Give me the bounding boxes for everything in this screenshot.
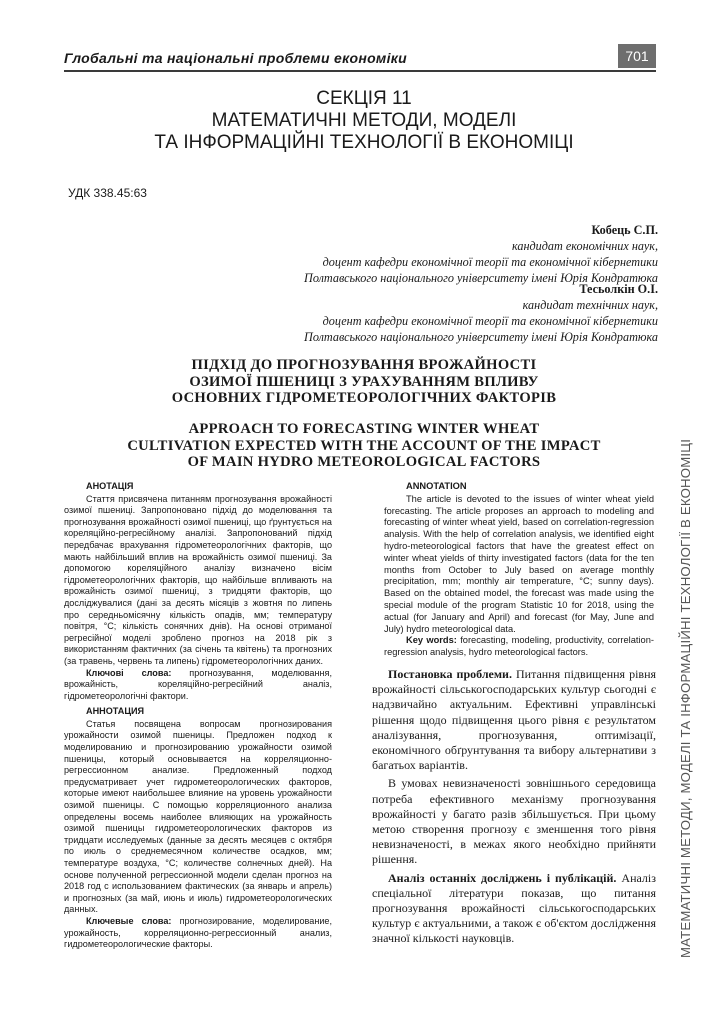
keywords-uk-label: Ключові слова: (86, 667, 172, 678)
keywords-ru-label: Ключевые слова: (86, 915, 172, 926)
keywords-en-text: forecasting, modeling, productivity, correlation-regression analysis, hydro meteorological factors. (384, 635, 654, 658)
author-affiliation: Полтавського національного університету імені Юрія Кондратюка (304, 330, 658, 344)
section-title-line-1: СЕКЦІЯ 11 (316, 88, 412, 109)
running-header (64, 44, 656, 72)
author-block-2 (304, 281, 658, 345)
author-name: Тесьолкін О.І. (579, 282, 658, 296)
keywords-en (384, 635, 654, 659)
article-title-en (90, 421, 638, 471)
problem-statement-heading: Постановка проблеми. (388, 667, 512, 681)
body-paragraph-1 (372, 667, 656, 773)
section-title-line-3: ТА ІНФОРМАЦІЙНІ ТЕХНОЛОГІЇ В ЕКОНОМІЦІ (154, 132, 574, 153)
keywords-uk (64, 668, 332, 703)
article-body (372, 667, 656, 950)
abstract-en-column (384, 481, 654, 663)
body-paragraph-3-text: Аналіз спеціальної літератури показав, що питання прогнозування врожайності сільськогосподарських культур є актуальними, а також є об'єктом дослідження значної кількості науковців. (372, 870, 656, 946)
author-position: доцент кафедри економічної теорії та економічної кібернетики (322, 314, 658, 328)
title-en-line: APPROACH TO FORECASTING WINTER WHEAT (188, 421, 540, 437)
keywords-uk-text: прогнозування, моделювання, врожайність, кореляційно-регресійний аналіз, гідрометеорологічні фактори. (64, 667, 332, 701)
keywords-en-label: Key words: (406, 635, 457, 646)
abstract-en-heading: ANNOTATION (406, 481, 467, 491)
title-en-line: CULTIVATION EXPECTED WITH THE ACCOUNT OF THE IMPACT (127, 437, 601, 454)
side-section-label: МАТЕМАТИЧНІ МЕТОДИ, МОДЕЛІ ТА ІНФОРМАЦІЙНІ ТЕХНОЛОГІЇ В ЕКОНОМІЦІ (678, 438, 693, 958)
author-degree: кандидат економічних наук, (511, 239, 658, 253)
abstracts-left-column (64, 481, 332, 955)
title-uk-line: ОЗИМОЇ ПШЕНИЦІ З УРАХУВАННЯМ ВПЛИВУ (189, 373, 539, 390)
title-uk-line: ОСНОВНИХ ГІДРОМЕТЕОРОЛОГІЧНИХ ФАКТОРІВ (171, 390, 557, 407)
abstract-en-text: The article is devoted to the issues of winter wheat yield forecasting. The article proposes an approach to modeling and forecasting of winter wheat yield, based on correlation-regression analysis. With the help of correlation analysis, we identified eight hydro-meteorological factors that have the greatest effect on winter wheat yields of thirty investigated factors (data for the ten months from October to July based on average monthly precipitation, mm; monthly air temperature, °C; sunny days). Based on the obtained model, the forecast was made using the special module of the program Statistic 10 for 2018, using the actual (for January and April) and forecast (for May, June and July) hydro meteorological data. (384, 493, 654, 634)
title-uk-line: ПІДХІД ДО ПРОГНОЗУВАННЯ ВРОЖАЙНОСТІ (191, 357, 537, 373)
section-title-line-2: МАТЕМАТИЧНІ МЕТОДИ, МОДЕЛІ (211, 110, 517, 131)
title-en-line: OF MAIN HYDRO METEOROLOGICAL FACTORS (187, 454, 541, 471)
body-paragraph-1-text: Питання підвищення рівня врожайності сільськогосподарських культур сьогодні є надзвичайно актуальним. Ефективні управлінські рішення щодо підвищення цього рівня є результатом аналізування, прогнозування, оптимізації, економічного обґрунтування та вибору альтернативи з багатьох варіантів. (372, 667, 657, 773)
literature-review-heading: Аналіз останніх досліджень і публікацій. (388, 870, 617, 885)
body-paragraph-2: В умовах невизначеності зовнішнього середовища потреба ефективного механізму прогнозування врожайності у багато разів збільшується. При цьому метою створення прогнозу є зменшення того рівня невизначеності, в межах якого необхідно прийняти рішення. (372, 776, 656, 867)
author-position: доцент кафедри економічної теорії та економічної кібернетики (322, 255, 658, 269)
abstract-uk-heading: АНОТАЦІЯ (86, 481, 134, 491)
udk-code: УДК 338.45:63 (68, 186, 147, 200)
keywords-ru (64, 916, 332, 951)
author-name: Кобець С.П. (591, 223, 658, 237)
abstract-uk-text: Стаття присвячена питанням прогнозування врожайності озимої пшениці. Запропоновано підхід до моделювання та прогнозування врожайності озимої пшениці, що ґрунтується на кореляційно-регресійному аналізі. Запропонований підхід передбачає врахування гідрометеорологічних факторів, що мають найбільший вплив на врожайність озимої пшениці. За допомогою кореляційного аналізу визначено вісім гідрометеорологічних факторів, що найбільше впливають на врожайність озимої пшениці, з тридцяти факторів, що досліджувалися (дані за десять місяців з жовтня по липень про середньомісячну кількість опадів, мм; температуру повітря, °С; кількість сонячних днів). На основі отриманої регресійної моделі зроблено прогноз на 2018 рік з використанням фактичних (за січень та квітень) та прогнозних (за травень, червень та липень) гідрометеорологічних даних. (64, 493, 332, 666)
journal-title: Глобальні та національні проблеми економіки (64, 50, 408, 66)
article-title-uk (90, 357, 638, 407)
page-number: 701 (618, 44, 656, 68)
body-paragraph-3 (372, 871, 656, 947)
author-degree: кандидат технічних наук, (522, 298, 658, 312)
abstract-ru-heading: АННОТАЦИЯ (86, 706, 145, 717)
abstract-ru-text: Статья посвящена вопросам прогнозирования урожайности озимой пшеницы. Предложен подход к моделированию и прогнозированию урожайности озимой пшеницы, который основывается на корреляционно-регрессионном анализе. Предложенный подход предусматривает учет гидрометеорологических факторов, которые имеют наибольшее влияние на уровень урожайности озимой пшеницы. С помощью корреляционного анализа определены восемь наиболее влияющих на урожайность озимой пшеницы гидрометеорологических факторов из тридцати исследуемых (данные за десять месяцев с октября по июль о среднемесячном количестве осадков, мм; температуре воздуха, °С; количестве солнечных дней). На основе полученной регрессионной модели сделан прогноз на 2018 год с использованием фактических (за январь и апрель) и прогнозных (за май, июнь и июль) гидрометеорологических данных. (64, 718, 332, 915)
keywords-ru-text: прогнозирование, моделирование, урожайность, корреляционно-регрессионный анализ, гидрометеорологические факторы. (64, 915, 333, 950)
author-block-1 (304, 222, 658, 286)
author-affiliation: Полтавського національного університету імені Юрія Кондратюка (304, 271, 658, 285)
